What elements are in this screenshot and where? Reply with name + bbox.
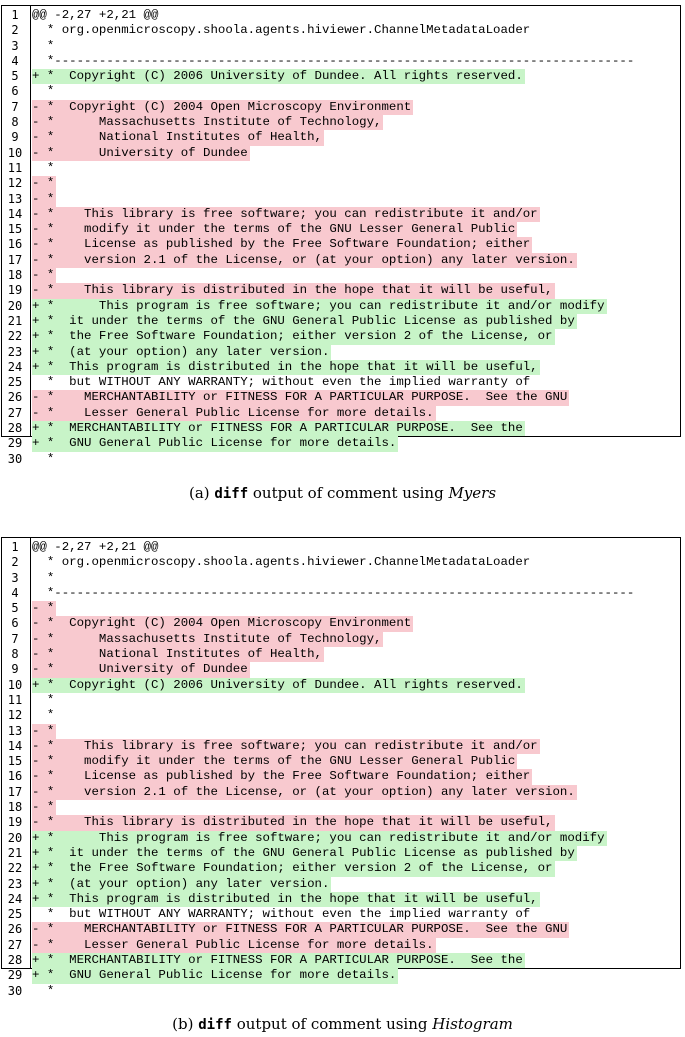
line-number: 12 <box>7 708 23 723</box>
diff-lines <box>2 8 680 467</box>
diff-line-removed <box>2 253 680 268</box>
line-number: 14 <box>7 206 23 221</box>
line-number: 18 <box>7 800 23 815</box>
line-number: 8 <box>11 647 19 662</box>
line-number: 15 <box>7 222 23 237</box>
caption-text: output of comment using <box>236 1015 428 1033</box>
line-text: - * This library is free software; you can redistribute it and/or <box>32 738 538 753</box>
line-text: @@ -2,27 +2,21 @@ <box>32 8 159 22</box>
line-text: @@ -2,27 +2,21 @@ <box>32 540 159 554</box>
diff-line-removed <box>2 769 680 784</box>
line-text: * <box>32 983 55 998</box>
line-number: 18 <box>7 268 23 283</box>
line-number: 30 <box>7 983 23 998</box>
diff-line-removed <box>2 662 680 677</box>
diff-line-context <box>2 540 680 555</box>
line-number: 10 <box>7 677 23 692</box>
diff-line-removed <box>2 922 680 937</box>
line-text: - * <box>32 191 55 206</box>
line-text: - * Massachusetts Institute of Technology, <box>32 115 382 130</box>
line-number: 7 <box>11 99 19 114</box>
line-number: 24 <box>7 891 23 906</box>
line-text: * org.openmicroscopy.shoola.agents.hiviewer.ChannelMetadataLoader <box>32 555 531 570</box>
line-number: 2 <box>11 555 19 570</box>
line-number: 6 <box>11 616 19 631</box>
line-text: - * <box>32 176 55 191</box>
diff-line-context <box>2 84 680 99</box>
line-text: + * it under the terms of the GNU General Public License as published by <box>32 845 575 860</box>
line-number: 3 <box>11 570 19 585</box>
line-text: - * MERCHANTABILITY or FITNESS FOR A PARTICULAR PURPOSE. See the GNU <box>32 390 568 405</box>
line-text: + * GNU General Public License for more details. <box>32 968 397 983</box>
line-number: 1 <box>11 540 19 554</box>
diff-line-removed <box>2 739 680 754</box>
line-text: + * MERCHANTABILITY or FITNESS FOR A PARTICULAR PURPOSE. See the <box>32 421 523 436</box>
diff-line-removed <box>2 207 680 222</box>
line-text: - * License as published by the Free Software Foundation; either <box>32 769 531 784</box>
line-number: 19 <box>7 283 23 298</box>
diff-line-added <box>2 314 680 329</box>
line-text: + * Copyright (C) 2006 University of Dundee. All rights reserved. <box>32 69 523 84</box>
line-text: * <box>32 708 55 723</box>
diff-line-added <box>2 953 680 968</box>
line-text: + * This program is free software; you can redistribute it and/or modify <box>32 830 605 845</box>
line-number: 25 <box>7 907 23 922</box>
line-number: 16 <box>7 237 23 252</box>
line-text: - * <box>32 723 55 738</box>
line-number: 23 <box>7 344 23 359</box>
line-number: 28 <box>7 421 23 436</box>
line-number: 3 <box>11 38 19 53</box>
line-number: 10 <box>7 145 23 160</box>
diff-line-added <box>2 436 680 451</box>
diff-panel-myers <box>1 5 681 466</box>
line-text: * <box>32 451 55 466</box>
diff-line-removed <box>2 115 680 130</box>
diff-line-removed <box>2 192 680 207</box>
line-number: 21 <box>7 313 23 328</box>
line-text: + * This program is distributed in the hope that it will be useful, <box>32 359 538 374</box>
line-text: - * version 2.1 of the License, or (at your option) any later version. <box>32 252 575 267</box>
line-text: + * This program is distributed in the hope that it will be useful, <box>32 891 538 906</box>
line-text: - * Copyright (C) 2004 Open Microscopy Environment <box>32 99 412 114</box>
caption-algorithm: Myers <box>448 484 497 502</box>
diff-line-removed <box>2 176 680 191</box>
line-text: - * Lesser General Public License for more details. <box>32 405 434 420</box>
diff-line-removed <box>2 100 680 115</box>
diff-line-context <box>2 23 680 38</box>
line-text: * <box>32 38 55 53</box>
line-text: - * modify it under the terms of the GNU Lesser General Public <box>32 754 516 769</box>
diff-line-removed <box>2 601 680 616</box>
figure-caption-a <box>0 484 685 502</box>
diff-line-removed <box>2 390 680 405</box>
line-text: - * Copyright (C) 2004 Open Microscopy Environment <box>32 616 412 631</box>
line-number: 13 <box>7 723 23 738</box>
line-text: - * National Institutes of Health, <box>32 130 322 145</box>
line-number: 20 <box>7 830 23 845</box>
line-number: 19 <box>7 815 23 830</box>
line-number: 24 <box>7 359 23 374</box>
line-number: 20 <box>7 298 23 313</box>
line-number: 5 <box>11 601 19 616</box>
diff-line-added <box>2 861 680 876</box>
diff-line-removed <box>2 283 680 298</box>
line-text: - * License as published by the Free Software Foundation; either <box>32 237 531 252</box>
diff-line-context <box>2 161 680 176</box>
diff-line-removed <box>2 406 680 421</box>
line-text: + * the Free Software Foundation; either version 2 of the License, or <box>32 861 553 876</box>
diff-line-removed <box>2 130 680 145</box>
diff-line-removed <box>2 647 680 662</box>
line-text: + * (at your option) any later version. <box>32 344 330 359</box>
line-text: - * National Institutes of Health, <box>32 647 322 662</box>
diff-line-added <box>2 678 680 693</box>
line-text: * but WITHOUT ANY WARRANTY; without even the implied warranty of <box>32 907 531 922</box>
diff-line-context <box>2 39 680 54</box>
line-text: - * <box>32 268 55 283</box>
line-text: - * MERCHANTABILITY or FITNESS FOR A PARTICULAR PURPOSE. See the GNU <box>32 922 568 937</box>
caption-algorithm: Histogram <box>432 1015 513 1033</box>
diff-line-removed <box>2 237 680 252</box>
line-text: *------------------------------------------------------------------------------ <box>32 585 635 600</box>
line-text: - * <box>32 601 55 616</box>
diff-line-context <box>2 8 680 23</box>
line-number: 8 <box>11 115 19 130</box>
diff-line-removed <box>2 268 680 283</box>
diff-line-removed <box>2 632 680 647</box>
diff-line-removed <box>2 146 680 161</box>
diff-line-context <box>2 693 680 708</box>
line-text: - * Massachusetts Institute of Technology, <box>32 631 382 646</box>
line-text: + * GNU General Public License for more details. <box>32 436 397 451</box>
line-number: 17 <box>7 252 23 267</box>
line-number: 4 <box>11 585 19 600</box>
line-text: * <box>32 160 55 175</box>
diff-line-removed <box>2 724 680 739</box>
line-text: - * This library is distributed in the hope that it will be useful, <box>32 815 553 830</box>
caption-command: diff <box>214 486 249 502</box>
line-number: 4 <box>11 53 19 68</box>
line-text: * org.openmicroscopy.shoola.agents.hiviewer.ChannelMetadataLoader <box>32 23 531 38</box>
line-number: 23 <box>7 876 23 891</box>
diff-line-added <box>2 329 680 344</box>
line-text: + * MERCHANTABILITY or FITNESS FOR A PARTICULAR PURPOSE. See the <box>32 953 523 968</box>
line-number: 22 <box>7 861 23 876</box>
caption-text: output of comment using <box>252 484 444 502</box>
diff-line-removed <box>2 754 680 769</box>
line-number: 22 <box>7 329 23 344</box>
diff-line-added <box>2 892 680 907</box>
line-number: 28 <box>7 953 23 968</box>
line-text: - * version 2.1 of the License, or (at your option) any later version. <box>32 784 575 799</box>
diff-line-context <box>2 571 680 586</box>
line-text: - * University of Dundee <box>32 662 248 677</box>
diff-line-added <box>2 831 680 846</box>
line-number: 30 <box>7 451 23 466</box>
diff-line-removed <box>2 785 680 800</box>
diff-line-removed <box>2 616 680 631</box>
line-number: 2 <box>11 23 19 38</box>
diff-line-added <box>2 846 680 861</box>
line-number: 17 <box>7 784 23 799</box>
diff-line-added <box>2 360 680 375</box>
diff-line-context <box>2 555 680 570</box>
line-number: 1 <box>11 8 19 22</box>
figure-caption-b <box>0 1015 685 1033</box>
line-text: - * This library is distributed in the hope that it will be useful, <box>32 283 553 298</box>
diff-line-added <box>2 968 680 983</box>
diff-line-context <box>2 375 680 390</box>
line-number: 27 <box>7 405 23 420</box>
diff-panel-histogram <box>1 537 681 998</box>
line-text: * <box>32 84 55 99</box>
line-number: 11 <box>7 160 23 175</box>
diff-line-removed <box>2 938 680 953</box>
line-number: 21 <box>7 845 23 860</box>
diff-line-removed <box>2 815 680 830</box>
line-number: 26 <box>7 390 23 405</box>
line-number: 29 <box>7 968 23 983</box>
line-text: - * Lesser General Public License for more details. <box>32 937 434 952</box>
line-number: 26 <box>7 922 23 937</box>
line-number: 12 <box>7 176 23 191</box>
line-text: + * (at your option) any later version. <box>32 876 330 891</box>
diff-lines <box>2 540 680 999</box>
line-text: - * <box>32 800 55 815</box>
diff-line-context <box>2 708 680 723</box>
diff-line-added <box>2 69 680 84</box>
diff-line-context <box>2 586 680 601</box>
line-number: 27 <box>7 937 23 952</box>
line-number: 16 <box>7 769 23 784</box>
diff-line-added <box>2 345 680 360</box>
diff-line-context <box>2 907 680 922</box>
line-number: 9 <box>11 130 19 145</box>
line-number: 29 <box>7 436 23 451</box>
line-text: * <box>32 570 55 585</box>
line-text: - * University of Dundee <box>32 145 248 160</box>
caption-command: diff <box>198 1017 232 1033</box>
diff-line-removed <box>2 222 680 237</box>
line-number: 14 <box>7 738 23 753</box>
diff-line-added <box>2 421 680 436</box>
diff-line-removed <box>2 800 680 815</box>
line-text: + * it under the terms of the GNU General Public License as published by <box>32 313 575 328</box>
line-text: - * modify it under the terms of the GNU Lesser General Public <box>32 222 516 237</box>
line-text: - * This library is free software; you can redistribute it and/or <box>32 206 538 221</box>
line-number: 9 <box>11 662 19 677</box>
line-text: + * This program is free software; you can redistribute it and/or modify <box>32 298 605 313</box>
line-text: * but WITHOUT ANY WARRANTY; without even the implied warranty of <box>32 375 531 390</box>
line-number: 7 <box>11 631 19 646</box>
diff-line-context <box>2 452 680 467</box>
caption-label: (b) <box>172 1015 194 1033</box>
line-number: 5 <box>11 69 19 84</box>
caption-label: (a) <box>188 484 210 502</box>
line-number: 15 <box>7 754 23 769</box>
diff-line-context <box>2 984 680 999</box>
line-number: 25 <box>7 375 23 390</box>
diff-line-context <box>2 54 680 69</box>
line-text: *------------------------------------------------------------------------------ <box>32 53 635 68</box>
diff-line-added <box>2 299 680 314</box>
line-number: 13 <box>7 191 23 206</box>
line-number: 11 <box>7 692 23 707</box>
line-text: + * the Free Software Foundation; either version 2 of the License, or <box>32 329 553 344</box>
line-text: * <box>32 692 55 707</box>
line-number: 6 <box>11 84 19 99</box>
line-text: + * Copyright (C) 2006 University of Dundee. All rights reserved. <box>32 677 523 692</box>
diff-line-added <box>2 877 680 892</box>
